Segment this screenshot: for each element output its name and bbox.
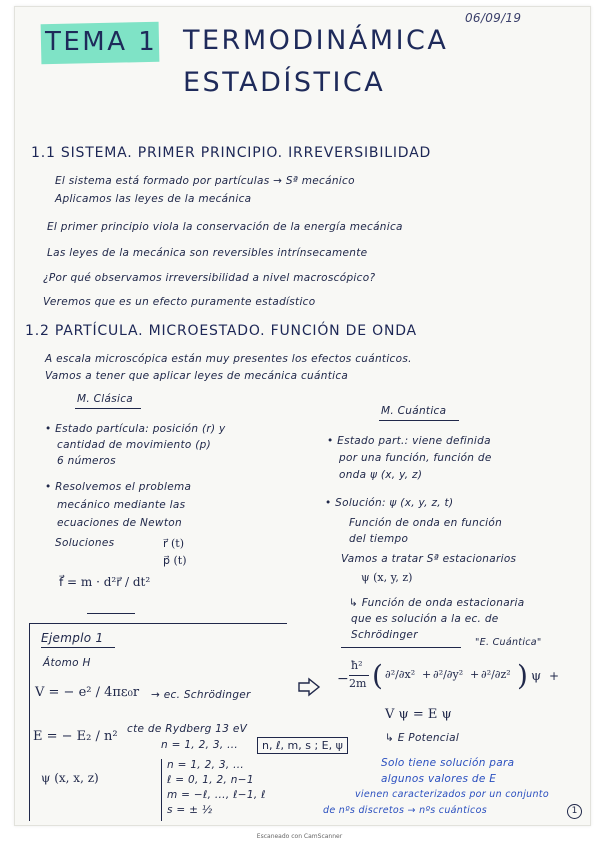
example-psi: ψ (x, x, z) bbox=[41, 771, 99, 785]
s1-line-4: Las leyes de la mecánica son reversibles intrínsecamente bbox=[47, 247, 368, 259]
schrodinger-paren-close: ) bbox=[517, 659, 528, 692]
example-title-underline bbox=[41, 647, 115, 648]
qn-brace bbox=[161, 759, 162, 821]
tema-label: TEMA 1 bbox=[45, 27, 158, 57]
quantum-line-1: • Estado part.: viene definida bbox=[327, 435, 491, 447]
schrodinger-minus: − bbox=[337, 671, 349, 687]
example-title: Ejemplo 1 bbox=[41, 631, 104, 645]
example-top-rule bbox=[29, 623, 287, 624]
newton-underline bbox=[87, 613, 135, 614]
quantum-line-17: de nºs discretos → nºs cuánticos bbox=[323, 805, 487, 816]
example-potential-note: → ec. Schrödinger bbox=[151, 689, 251, 701]
schrodinger-d3: ∂²/∂z² bbox=[481, 668, 511, 681]
schrodinger-coef-bar bbox=[349, 675, 369, 676]
classical-line-2: cantidad de movimiento (p) bbox=[57, 439, 212, 451]
classical-line-5: mecánico mediante las bbox=[57, 499, 186, 511]
quantum-line-9: ↳ Función de onda estacionaria bbox=[349, 597, 525, 609]
example-potential: V = − e² / 4πε₀r bbox=[35, 685, 140, 700]
quantum-line-13: ↳ E Potencial bbox=[385, 732, 460, 744]
classical-title-underline bbox=[75, 408, 141, 409]
s2-intro-2: Vamos a tener que aplicar leyes de mecánica cuántica bbox=[45, 370, 349, 382]
example-energy-note: cte de Rydberg 13 eV bbox=[127, 723, 248, 735]
classical-line-6: ecuaciones de Newton bbox=[57, 517, 182, 529]
psi-xyz: ψ (x, y, z) bbox=[361, 571, 413, 584]
schrodinger-psi: ψ bbox=[531, 669, 542, 684]
example-subtitle: Átomo H bbox=[43, 657, 91, 669]
s1-line-5: ¿Por qué observamos irreversibilidad a nivel macroscópico? bbox=[43, 272, 376, 284]
schrodinger-plus-1: + bbox=[422, 668, 432, 681]
quantum-line-4: • Solución: ψ (x, y, z, t) bbox=[325, 497, 454, 509]
newton-equation: f⃗ = m · d²r⃗ / dt² bbox=[59, 575, 151, 589]
title-line-1: TERMODINÁMICA bbox=[183, 25, 449, 56]
quantum-numbers-box: n, ℓ, m, s ; E, ψ bbox=[257, 737, 348, 754]
quantum-line-3: onda ψ (x, y, z) bbox=[339, 469, 423, 481]
classical-line-1: • Estado partícula: posición (r) y bbox=[45, 423, 226, 435]
s2-intro-1: A escala microscópica están muy presentes los efectos cuánticos. bbox=[45, 353, 412, 365]
schrodinger-plus-2: + bbox=[470, 668, 480, 681]
s1-line-6: Veremos que es un efecto puramente estadístico bbox=[43, 296, 316, 308]
classical-r-t: r⃗ (t) bbox=[163, 537, 185, 550]
quantum-line-7: Vamos a tratar Sª estacionarios bbox=[341, 553, 517, 565]
classical-line-3: 6 números bbox=[57, 455, 116, 467]
quantum-title: M. Cuántica bbox=[381, 405, 447, 417]
page-number: 1 bbox=[567, 804, 582, 819]
date: 06/09/19 bbox=[465, 11, 522, 25]
schrodinger-rhs: V ψ = E ψ bbox=[385, 707, 452, 722]
example-left-rule bbox=[29, 623, 30, 821]
schrodinger-d1: ∂²/∂x² bbox=[385, 668, 416, 681]
schrodinger-plus-3: + bbox=[549, 669, 560, 683]
quantum-line-16: vienen caracterizados por un conjunto bbox=[355, 789, 549, 800]
classical-line-7: Soluciones bbox=[55, 537, 115, 549]
schrodinger-coef-num: ħ² bbox=[351, 659, 363, 672]
quantum-line-12: "E. Cuántica" bbox=[475, 637, 542, 648]
qn-line-1: n = 1, 2, 3, ... bbox=[167, 759, 245, 771]
quantum-title-underline bbox=[379, 420, 459, 421]
qn-line-3: m = −ℓ, ..., ℓ−1, ℓ bbox=[167, 789, 266, 801]
classical-line-4: • Resolvemos el problema bbox=[45, 481, 192, 493]
s1-line-2: Aplicamos las leyes de la mecánica bbox=[55, 193, 252, 205]
qn-line-4: s = ± ½ bbox=[167, 804, 213, 816]
notebook-page bbox=[14, 6, 591, 826]
quantum-line-10: que es solución a la ec. de bbox=[351, 613, 499, 625]
quantum-line-5: Función de onda en función bbox=[349, 517, 503, 529]
classical-title: M. Clásica bbox=[77, 393, 134, 405]
s1-line-1: El sistema está formado por partículas → Sª mecánico bbox=[55, 175, 355, 187]
quantum-line-15: algunos valores de E bbox=[381, 773, 497, 785]
section-1-heading: 1.1 SISTEMA. PRIMER PRINCIPIO. IRREVERSIBILIDAD bbox=[31, 145, 432, 161]
schrodinger-paren-open: ( bbox=[372, 659, 383, 692]
qn-line-2: ℓ = 0, 1, 2, n−1 bbox=[167, 774, 254, 786]
schrodinger-coef-den: 2m bbox=[349, 677, 367, 690]
quantum-line-14: Solo tiene solución para bbox=[381, 757, 515, 769]
s1-line-3: El primer principio viola la conservación de la energía mecánica bbox=[47, 221, 403, 233]
pointing-hand-icon bbox=[297, 677, 321, 697]
example-energy: E = − E₂ / n² bbox=[33, 729, 118, 744]
classical-p-t: p⃗ (t) bbox=[163, 554, 187, 567]
schrodinger-underline bbox=[341, 647, 461, 648]
section-2-heading: 1.2 PARTÍCULA. MICROESTADO. FUNCIÓN DE ONDA bbox=[25, 323, 417, 339]
schrodinger-d2: ∂²/∂y² bbox=[433, 668, 464, 681]
quantum-line-6: del tiempo bbox=[349, 533, 409, 545]
scanner-footer: Escaneado con CamScanner bbox=[256, 833, 343, 840]
example-n-values: n = 1, 2, 3, ... bbox=[161, 739, 239, 751]
title-line-2: ESTADÍSTICA bbox=[183, 67, 386, 98]
quantum-line-2: por una función, función de bbox=[339, 452, 492, 464]
quantum-line-11: Schrödinger bbox=[351, 629, 418, 641]
